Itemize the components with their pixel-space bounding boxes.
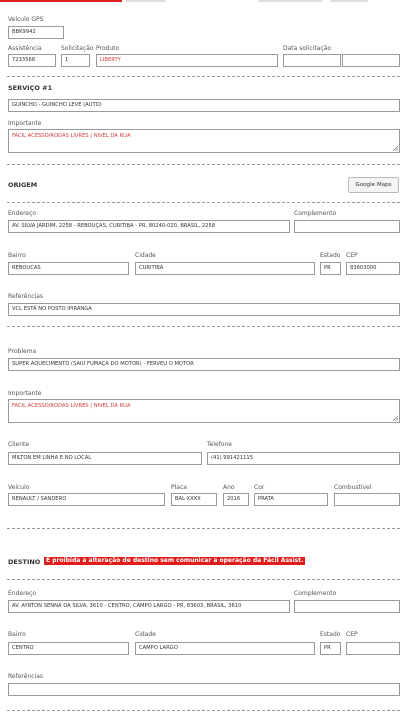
destino-bairro-field[interactable]: CENTRO bbox=[8, 642, 129, 655]
origem-referencias-label: Referências bbox=[8, 293, 43, 300]
origem-cep-field[interactable]: 83603000 bbox=[346, 262, 400, 275]
origem-cidade-field[interactable]: CURITIBA bbox=[135, 262, 315, 275]
assistencia-field[interactable]: 7233568 bbox=[8, 54, 56, 67]
google-maps-button[interactable]: Google Maps bbox=[348, 177, 399, 193]
solicitacao-field[interactable]: 1 bbox=[61, 54, 90, 67]
produto-label: Produto bbox=[96, 45, 120, 52]
problema-importante-text: FACIL ACESSO/RODAS LIVRES | NIVEL DA RUA bbox=[12, 403, 131, 409]
assistencia-label: Assistência bbox=[8, 45, 42, 52]
origem-bairro-field[interactable]: REBOUCAS bbox=[8, 262, 129, 275]
produto-field[interactable]: LIBERTY bbox=[96, 54, 278, 67]
cor-field[interactable]: PRATA bbox=[254, 493, 328, 506]
problema-label: Problema bbox=[8, 348, 37, 355]
combustivel-field[interactable] bbox=[334, 493, 400, 506]
problema-field[interactable]: SUPER AQUECIMENTO (SAIU FUMAÇA DO MOTOR) - FERVEU O MOTOR bbox=[8, 358, 400, 371]
ano-label: Ano bbox=[223, 484, 235, 491]
divider bbox=[7, 164, 400, 165]
destino-cep-label: CEP bbox=[346, 631, 358, 638]
origem-endereco-label: Endereço bbox=[8, 210, 37, 217]
cliente-field[interactable]: MILTON EM LINHA E NO LOCAL bbox=[8, 452, 202, 465]
destino-bairro-label: Bairro bbox=[8, 631, 26, 638]
destino-estado-label: Estado bbox=[320, 631, 341, 638]
divider bbox=[7, 579, 400, 580]
data-solicitacao-label: Data solicitação bbox=[283, 45, 332, 52]
origem-bairro-label: Bairro bbox=[8, 252, 26, 259]
servico-title: SERVIÇO #1 bbox=[8, 84, 53, 92]
origem-estado-label: Estado bbox=[320, 252, 341, 259]
divider bbox=[7, 528, 400, 529]
divider bbox=[7, 710, 400, 711]
ano-field[interactable]: 2016 bbox=[223, 493, 249, 506]
destino-complemento-label: Complemento bbox=[294, 590, 337, 597]
destino-cidade-field[interactable]: CAMPO LARGO bbox=[135, 642, 315, 655]
top-tab-bar bbox=[330, 0, 368, 2]
servico-importante-label: Importante bbox=[8, 120, 42, 127]
placa-field[interactable]: BAL-XXXX bbox=[171, 493, 217, 506]
gps-field[interactable]: BBK9942 bbox=[8, 26, 64, 39]
top-tab-bar bbox=[126, 0, 166, 2]
destino-cidade-label: Cidade bbox=[135, 631, 156, 638]
hora-solicitacao-field[interactable] bbox=[342, 54, 400, 67]
servico-importante-textarea[interactable] bbox=[8, 129, 400, 153]
origem-title: ORIGEM bbox=[8, 181, 38, 189]
top-tab-bar bbox=[258, 0, 322, 2]
solicitacao-label: Solicitação bbox=[61, 45, 94, 52]
veiculo-label: Veículo bbox=[8, 484, 30, 491]
destino-cep-field[interactable] bbox=[346, 642, 400, 655]
cliente-label: Cliente bbox=[8, 441, 30, 448]
origem-complemento-field[interactable] bbox=[294, 220, 400, 233]
origem-endereco-field[interactable]: AV. SILVA JARDIM, 2258 - REBOUÇAS, CURITIBA - PR, 80240-020, BRASIL, 2258 bbox=[8, 220, 290, 233]
destino-estado-field[interactable]: PR bbox=[320, 642, 341, 655]
origem-referencias-field[interactable]: VCL ESTÁ NO POSTO IPIRANGA bbox=[8, 303, 400, 316]
divider bbox=[7, 326, 400, 327]
placa-label: Placa bbox=[171, 484, 187, 491]
servico-field[interactable]: GUINCHO - GUINCHO LEVE (AUTO) bbox=[8, 99, 400, 112]
origem-estado-field[interactable]: PR bbox=[320, 262, 341, 275]
divider bbox=[7, 202, 400, 203]
cor-label: Cor bbox=[254, 484, 265, 491]
destino-endereco-field[interactable]: AV. AYRTON SENNA DA SILVA, 3610 - CENTRO, CAMPO LARGO - PR, 83603, BRASIL, 3610 bbox=[8, 600, 290, 613]
combustivel-label: Combustível bbox=[334, 484, 372, 491]
resize-grip-icon[interactable] bbox=[392, 415, 398, 421]
destino-warning-badge: É proibida a alteração de destino sem comunicar a operação da Fácil Assist. bbox=[46, 557, 304, 564]
origem-complemento-label: Complemento bbox=[294, 210, 337, 217]
telefone-field[interactable]: (41) 991421115 bbox=[207, 452, 400, 465]
destino-referencias-field[interactable] bbox=[8, 683, 400, 696]
origem-cidade-label: Cidade bbox=[135, 252, 156, 259]
problema-importante-label: Importante bbox=[8, 390, 42, 397]
origem-cep-label: CEP bbox=[346, 252, 358, 259]
data-solicitacao-field[interactable] bbox=[283, 54, 341, 67]
destino-referencias-label: Referências bbox=[8, 673, 43, 680]
gps-label: Veículo GPS bbox=[8, 16, 44, 23]
telefone-label: Telefone bbox=[207, 441, 232, 448]
veiculo-field[interactable]: RENAULT / SANDERO bbox=[8, 493, 165, 506]
destino-complemento-field[interactable] bbox=[294, 600, 400, 613]
destino-title: DESTINO bbox=[8, 558, 41, 566]
problema-importante-textarea[interactable] bbox=[8, 399, 400, 423]
top-tab-bar-active bbox=[0, 0, 122, 2]
divider bbox=[7, 76, 400, 77]
resize-grip-icon[interactable] bbox=[392, 145, 398, 151]
servico-importante-text: FACIL ACESSO/RODAS LIVRES | NIVEL DA RUA bbox=[12, 133, 131, 139]
destino-endereco-label: Endereço bbox=[8, 590, 37, 597]
